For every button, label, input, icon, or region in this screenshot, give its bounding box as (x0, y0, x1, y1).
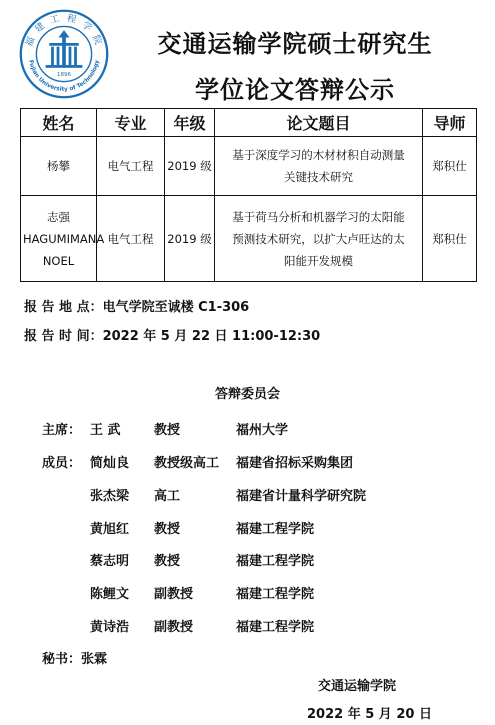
member-name: 简灿良 (90, 456, 130, 471)
member-org: 福建省计量科学研究院 (236, 489, 367, 504)
table-header-row (21, 109, 477, 137)
thesis-title: 基于荷马分析和机器学习的太阳能 预测技术研究，以扩大卢旺达的太 阳能开发规模 (215, 196, 423, 282)
report-time: 报 告 时 间：2022 年 5 月 22 日 11:00-12:30 (24, 329, 321, 344)
logo-ring-text-top: 福 建 工 程 学 院 (23, 12, 105, 49)
page-title-line1: 交通运输学院硕士研究生 (157, 30, 433, 58)
report-location: 报 告 地 点：电气学院至诚楼 C1-306 (24, 300, 250, 315)
member-name: 张杰梁 (90, 489, 130, 504)
header-name: 姓名 (21, 109, 97, 137)
logo-ring-text-bottom: Fujian University of Technology (27, 59, 101, 93)
member-title: 副教授 (154, 587, 194, 602)
defense-table (20, 108, 477, 282)
member-title: 教授 (154, 522, 181, 537)
member-org: 福建省招标采购集团 (236, 456, 354, 471)
header-grade: 年级 (165, 109, 215, 137)
member-name: 陈鲤文 (90, 587, 130, 602)
member-org: 福建工程学院 (236, 587, 315, 602)
member-name: 黄旭红 (90, 522, 130, 537)
member-org: 福州大学 (236, 423, 289, 438)
member-name: 黄诗浩 (90, 620, 130, 635)
committee-title: 答辩委员会 (214, 387, 280, 402)
page-title-line2: 学位论文答辩公示 (195, 76, 395, 104)
student-advisor: 郑积仕 (423, 137, 477, 196)
student-name: 杨攀 (21, 137, 97, 196)
student-major: 电气工程 (97, 137, 165, 196)
header-major: 专业 (97, 109, 165, 137)
secretary: 秘书：张霖 (42, 652, 108, 667)
university-logo (18, 8, 110, 100)
student-grade: 2019 级 (165, 137, 215, 196)
member-org: 福建工程学院 (236, 554, 315, 569)
member-title: 教授级高工 (154, 456, 220, 471)
table-row (21, 196, 477, 282)
member-org: 福建工程学院 (236, 522, 315, 537)
member-title: 高工 (154, 489, 181, 504)
member-title: 教授 (154, 423, 181, 438)
student-name: 志强 HAGUMIMANA NOEL (21, 196, 97, 282)
member-org: 福建工程学院 (236, 620, 315, 635)
table-row (21, 137, 477, 196)
signature-date: 2022 年 5 月 20 日 (307, 707, 432, 722)
logo-year: 1896 (56, 72, 72, 79)
member-name: 王 武 (90, 423, 121, 438)
student-advisor: 郑积仕 (423, 196, 477, 282)
members-label: 成员： (42, 456, 82, 471)
member-title: 副教授 (154, 620, 194, 635)
thesis-title: 基于深度学习的木材材积自动测量 关键技术研究 (215, 137, 423, 196)
student-grade: 2019 级 (165, 196, 215, 282)
student-major: 电气工程 (97, 196, 165, 282)
chair-label: 主席： (42, 423, 82, 438)
member-name: 蔡志明 (90, 554, 130, 569)
signature-org: 交通运输学院 (318, 679, 397, 694)
header-thesis: 论文题目 (215, 109, 423, 137)
member-title: 教授 (154, 554, 181, 569)
header-advisor: 导师 (423, 109, 477, 137)
